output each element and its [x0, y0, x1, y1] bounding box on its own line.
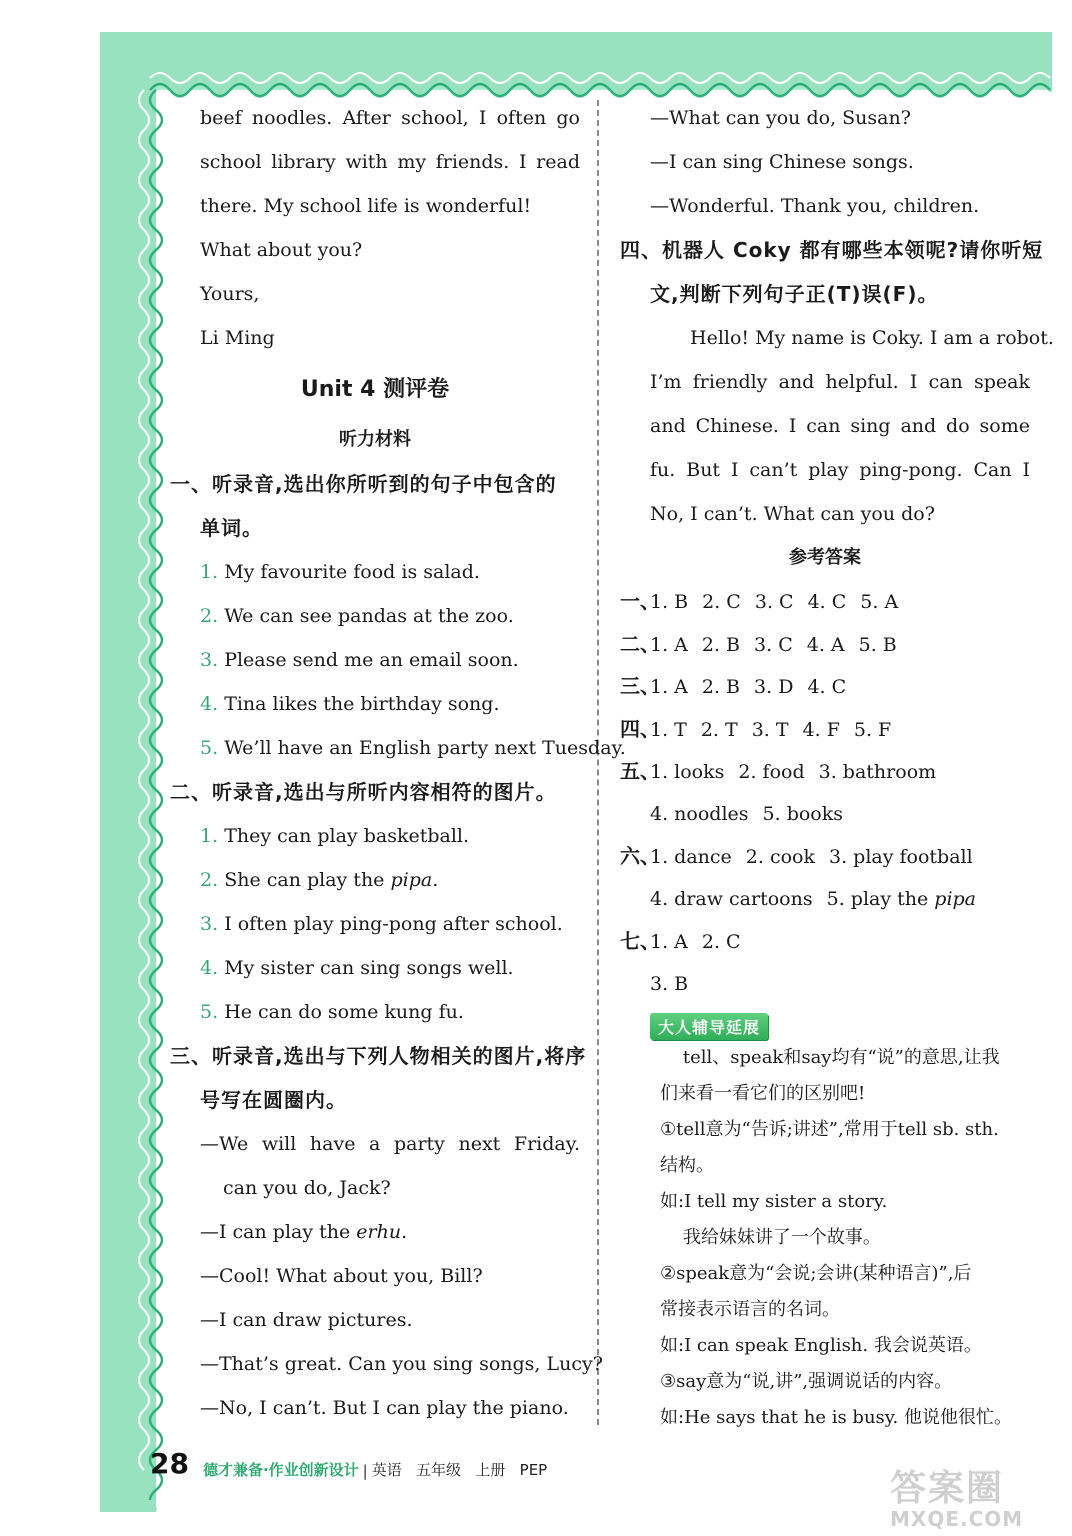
list-item — [170, 682, 580, 726]
answer-item: 1. A — [650, 676, 688, 698]
answer-row — [620, 793, 1030, 836]
answer-item: 4. C — [807, 591, 847, 613]
item-number: 3. — [200, 913, 219, 935]
answer-item: 5. A — [860, 591, 899, 613]
passage-line: fu. But I can’t play ping-pong. Can I — [650, 459, 1030, 481]
answer-item: 5. B — [858, 633, 897, 656]
list-item — [170, 550, 580, 594]
item-number: 1. — [200, 825, 219, 847]
extension-line: 如:I can speak English. 我会说英语。 — [660, 1335, 982, 1356]
answer-item: 5. play the — [826, 887, 935, 910]
answer-row — [620, 835, 1030, 878]
dialog-line: —No, I can’t. But I can play the piano. — [200, 1397, 569, 1419]
item-number: 5. — [200, 737, 219, 759]
watermark — [890, 1460, 1023, 1531]
answer-item: 4. C — [807, 676, 847, 698]
item-text: We can see pandas at the zoo. — [224, 605, 514, 627]
item-text: My favourite food is salad. — [224, 561, 480, 583]
list-item — [170, 902, 580, 946]
answer-item: 2. C — [701, 931, 741, 953]
extension-line: 如:I tell my sister a story. — [660, 1191, 888, 1212]
answer-item: 4. noodles — [650, 802, 749, 825]
extension-line: 常接表示语言的名词。 — [660, 1299, 840, 1320]
answer-item: 2. T — [700, 718, 738, 741]
answer-item: 1. A — [650, 931, 688, 953]
answer-row — [620, 750, 1030, 793]
letter-line: there. My school life is wonderful! — [200, 195, 532, 217]
item-text: She can play the — [224, 869, 391, 891]
list-item — [170, 858, 580, 902]
answer-item: 2. C — [702, 591, 741, 613]
answer-item: 1. looks — [650, 761, 725, 783]
answer-prefix: 四、 — [620, 716, 660, 741]
item-text: We’ll have an English party next Tuesday. — [224, 737, 626, 759]
answer-row — [620, 963, 1030, 1006]
item-number: 3. — [200, 649, 219, 671]
item-text: Please send me an email soon. — [224, 649, 519, 671]
answer-key — [620, 580, 1030, 1005]
answer-item: 4. draw cartoons — [650, 887, 813, 910]
watermark-top: 答案圈 — [890, 1468, 1005, 1509]
answer-item: 3. C — [754, 591, 794, 613]
extension-line: ②speak意为“会说;会讲(某种语言)”,后 — [660, 1263, 972, 1284]
item-text: They can play basketball. — [224, 825, 470, 847]
extension-line: tell、speak和say均有“说”的意思,让我 — [660, 1047, 1000, 1068]
extension-line: 如:He says that he is busy. 他说他很忙。 — [660, 1407, 1013, 1428]
q3-heading: 三、听录音,选出与下列人物相关的图片,将序 — [170, 1044, 587, 1068]
dialog-line: —We will have a party next Friday. — [200, 1133, 580, 1155]
dialog-line: —What can you do, Susan? — [650, 107, 911, 129]
answer-item: 3. bathroom — [818, 761, 937, 783]
answer-item: 5. books — [762, 802, 844, 825]
answer-item: 3. B — [650, 972, 689, 995]
answer-row — [620, 623, 1030, 666]
answer-item: 3. play football — [828, 846, 973, 868]
watermark-bottom: MXQE.COM — [890, 1507, 1024, 1531]
extension-badge: 大人辅导延展 — [650, 1013, 768, 1040]
page-number: 28 — [150, 1447, 189, 1480]
extension-line: 们来看一看它们的区别吧! — [660, 1083, 866, 1104]
answer-item: 3. T — [751, 718, 789, 741]
list-item — [170, 726, 626, 770]
item-number: 4. — [200, 693, 219, 715]
item-text: He can do some kung fu. — [224, 1001, 464, 1023]
item-text: My sister can sing songs well. — [224, 957, 514, 979]
answer-item: 5. F — [853, 718, 892, 741]
item-text: Tina likes the birthday song. — [224, 693, 500, 715]
answer-item: 2. B — [701, 676, 741, 698]
item-italic: pipa — [390, 869, 433, 891]
footer-info: 英语 五年级 上册 PEP — [371, 1461, 548, 1479]
answer-item: 3. D — [754, 676, 794, 698]
dialog-text-end: . — [401, 1221, 408, 1243]
dialog-line: —Wonderful. Thank you, children. — [650, 195, 980, 217]
extension-line: ①tell意为“告诉;讲述”,常用于tell sb. sth. — [660, 1119, 999, 1140]
q4-heading-cont: 文,判断下列句子正(T)误(F)。 — [650, 282, 939, 306]
list-item — [170, 638, 580, 682]
item-text: I often play ping-pong after school. — [224, 913, 563, 935]
list-item — [170, 990, 580, 1034]
footer-brand: 德才兼备·作业创新设计 — [202, 1461, 359, 1479]
item-text-end: . — [432, 869, 439, 891]
item-number: 2. — [200, 869, 219, 891]
dialog-line: —That’s great. Can you sing songs, Lucy? — [200, 1353, 603, 1375]
answer-item: 2. food — [738, 761, 805, 783]
q1-heading: 一、听录音,选出你所听到的句子中包含的 — [170, 472, 557, 496]
answer-row — [620, 665, 1030, 708]
answer-prefix: 六、 — [620, 844, 660, 868]
dialog-line: —I can sing Chinese songs. — [650, 151, 914, 173]
answer-row — [620, 580, 1030, 623]
passage-line: Hello! My name is Coky. I am a robot. — [690, 327, 1054, 349]
section-subtitle: 听力材料 — [339, 429, 411, 450]
answer-row — [620, 878, 1030, 921]
item-number: 4. — [200, 957, 219, 979]
answer-italic: pipa — [934, 887, 977, 910]
passage-line: and Chinese. I can sing and do some — [650, 415, 1030, 437]
answer-prefix: 二、 — [620, 631, 660, 656]
q3-heading-cont: 号写在圆圈内。 — [200, 1088, 347, 1112]
answer-item: 1. dance — [650, 846, 732, 868]
answer-item: 1. T — [650, 718, 687, 741]
page-footer — [150, 1440, 547, 1480]
dialog-line — [170, 1210, 580, 1254]
answer-row — [620, 920, 1030, 963]
list-item — [170, 594, 580, 638]
item-number: 2. — [200, 605, 219, 627]
left-column — [170, 96, 626, 1430]
passage-line: I’m friendly and helpful. I can speak — [650, 371, 1030, 393]
dialog-italic: erhu — [356, 1221, 402, 1243]
q1-heading-cont: 单词。 — [200, 516, 263, 540]
answer-item: 4. F — [802, 718, 840, 741]
answer-item: 1. A — [650, 633, 688, 656]
list-item — [170, 946, 580, 990]
item-number: 5. — [200, 1001, 219, 1023]
item-number: 1. — [200, 561, 219, 583]
answer-row — [620, 708, 1030, 751]
dialog-line: —I can draw pictures. — [200, 1309, 413, 1331]
extension-box — [660, 1040, 1020, 1436]
letter-line: beef noodles. After school, I often go — [200, 107, 580, 129]
answer-item: 4. A — [806, 633, 845, 656]
answer-prefix: 五、 — [620, 759, 660, 783]
footer-separator: | — [362, 1462, 368, 1480]
unit-title: Unit 4 测评卷 — [300, 377, 450, 402]
answer-item: 1. B — [650, 591, 689, 613]
letter-signature: Li Ming — [200, 327, 275, 349]
extension-line: 我给妹妹讲了一个故事。 — [660, 1227, 881, 1248]
letter-line: Yours, — [200, 283, 260, 305]
dialog-line: can you do, Jack? — [223, 1177, 391, 1199]
answer-prefix: 一、 — [620, 589, 660, 613]
answers-title: 参考答案 — [789, 547, 861, 568]
answer-item: 2. cook — [745, 846, 815, 868]
q2-heading: 二、听录音,选出与所听内容相符的图片。 — [170, 780, 557, 804]
extension-line: ③say意为“说,讲”,强调说话的内容。 — [660, 1371, 953, 1392]
q4-heading: 四、机器人 Coky 都有哪些本领呢?请你听短 — [620, 238, 1044, 262]
dialog-line: —Cool! What about you, Bill? — [200, 1265, 483, 1287]
letter-line: school library with my friends. I read — [200, 151, 580, 173]
answer-item: 2. B — [701, 633, 741, 656]
answer-item: 3. C — [754, 633, 793, 656]
answer-prefix: 三、 — [620, 674, 660, 698]
dialog-text: —I can play the — [200, 1221, 357, 1243]
right-column — [620, 96, 1054, 1436]
extension-line: 结构。 — [660, 1155, 714, 1176]
passage-line: No, I can’t. What can you do? — [650, 503, 935, 525]
answer-prefix: 七、 — [620, 929, 660, 953]
letter-line: What about you? — [200, 239, 363, 261]
list-item — [170, 814, 580, 858]
